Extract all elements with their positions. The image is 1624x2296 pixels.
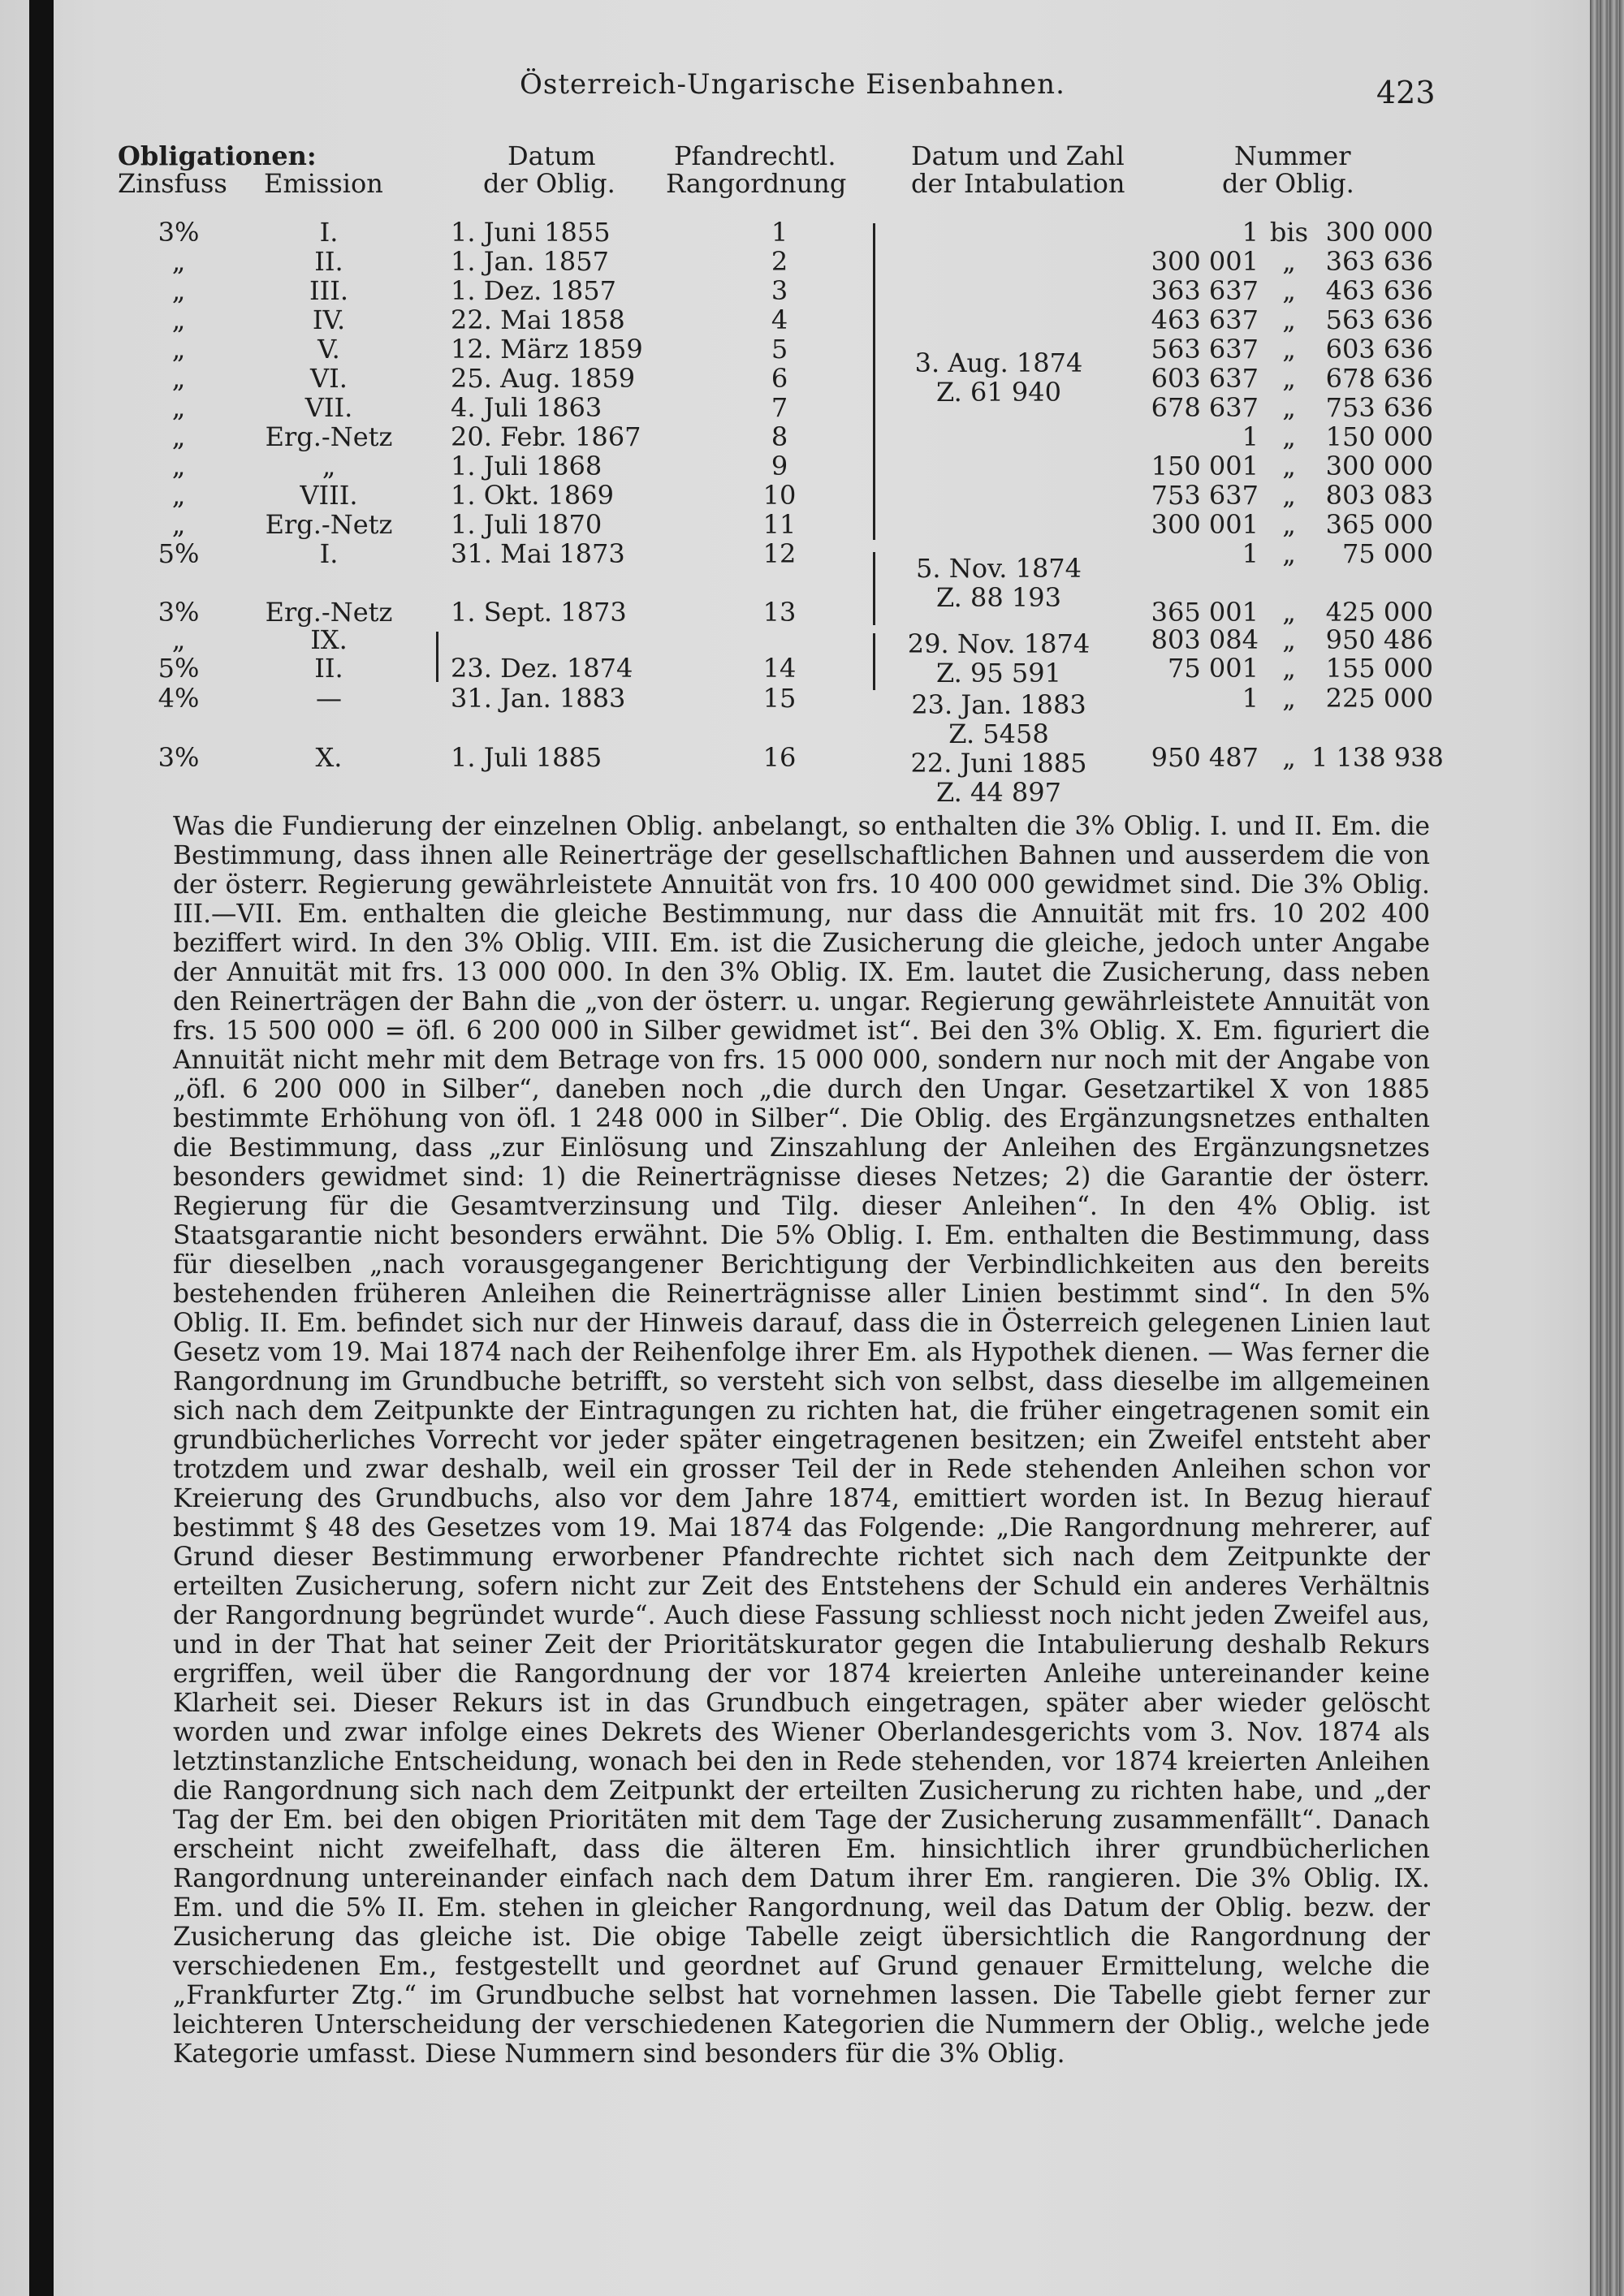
nummer-from-cell: 1 bbox=[1242, 421, 1259, 452]
nummer-from-cell: 365 001 bbox=[1151, 597, 1259, 628]
zinsfuss-cell: „ bbox=[171, 363, 186, 394]
nummer-from-cell: 1 bbox=[1242, 217, 1259, 248]
zinsfuss-cell: „ bbox=[171, 246, 186, 277]
emission-cell: V. bbox=[317, 334, 340, 365]
emission-cell: IV. bbox=[312, 304, 346, 335]
datum-cell: 31. Jan. 1883 bbox=[451, 683, 626, 714]
rangordnung-cell: 2 bbox=[771, 246, 788, 277]
rangordnung-cell: 15 bbox=[762, 683, 797, 714]
rangordnung-cell: 16 bbox=[762, 742, 797, 773]
nummer-to-cell: 603 636 bbox=[1325, 334, 1433, 365]
nummer-from-cell: 603 637 bbox=[1151, 363, 1259, 394]
nummer-to-cell: 753 636 bbox=[1325, 392, 1433, 423]
nummer-bis-cell: „ bbox=[1282, 392, 1296, 423]
datum-cell: 1. Sept. 1873 bbox=[451, 597, 627, 628]
datum-cell: 4. Juli 1863 bbox=[451, 392, 603, 423]
nummer-to-cell: 155 000 bbox=[1325, 653, 1433, 684]
nummer-bis-cell: „ bbox=[1282, 653, 1296, 684]
nummer-from-cell: 753 637 bbox=[1151, 480, 1259, 511]
emission-cell: II. bbox=[314, 246, 343, 277]
nummer-to-cell: 363 636 bbox=[1325, 246, 1433, 277]
nummer-from-cell: 563 637 bbox=[1151, 334, 1259, 365]
emission-cell: IX. bbox=[310, 624, 348, 655]
rangordnung-cell: 1 bbox=[771, 217, 788, 248]
datum-cell: 1. Juli 1870 bbox=[451, 509, 603, 540]
zinsfuss-cell: 5% bbox=[158, 538, 200, 569]
rangordnung-cell: 10 bbox=[762, 480, 797, 511]
brace-emission bbox=[436, 632, 438, 682]
intabulation-date: 29. Nov. 1874 bbox=[907, 628, 1091, 659]
nummer-bis-cell: „ bbox=[1282, 538, 1296, 569]
brace-group-2 bbox=[873, 552, 875, 625]
header-intabulation: Datum und Zahl bbox=[911, 140, 1125, 171]
emission-cell: I. bbox=[319, 217, 339, 248]
intabulation-number: Z. 95 591 bbox=[936, 658, 1061, 688]
zinsfuss-cell: 3% bbox=[158, 742, 200, 773]
datum-cell: 1. Juli 1885 bbox=[451, 742, 603, 773]
rangordnung-cell: 6 bbox=[771, 363, 788, 394]
rangordnung-cell: 7 bbox=[771, 392, 788, 423]
intabulation-entry bbox=[893, 690, 1104, 749]
emission-cell: Erg.-Netz bbox=[265, 597, 393, 628]
rangordnung-cell: 13 bbox=[762, 597, 797, 628]
nummer-to-cell: 425 000 bbox=[1325, 597, 1433, 628]
header-datum: Datum bbox=[508, 140, 596, 171]
nummer-bis-cell: „ bbox=[1282, 304, 1296, 335]
header-datum-sub: der Oblig. bbox=[483, 168, 615, 199]
header-obligationen: Obligationen: bbox=[118, 140, 317, 171]
rangordnung-cell: 8 bbox=[771, 421, 788, 452]
zinsfuss-cell: „ bbox=[171, 334, 186, 365]
intabulation-entry bbox=[893, 348, 1104, 407]
nummer-from-cell: 75 001 bbox=[1168, 653, 1259, 684]
nummer-bis-cell: „ bbox=[1282, 275, 1296, 306]
intabulation-number: Z. 61 940 bbox=[936, 377, 1061, 408]
nummer-to-cell: 678 636 bbox=[1325, 363, 1433, 394]
datum-cell: 1. Okt. 1869 bbox=[451, 480, 614, 511]
nummer-from-cell: 678 637 bbox=[1151, 392, 1259, 423]
rangordnung-cell: 9 bbox=[771, 451, 788, 481]
nummer-from-cell: 463 637 bbox=[1151, 304, 1259, 335]
emission-cell: VI. bbox=[310, 363, 348, 394]
emission-cell: — bbox=[316, 683, 342, 714]
nummer-to-cell: 225 000 bbox=[1325, 683, 1433, 714]
nummer-to-cell: 300 000 bbox=[1325, 217, 1433, 248]
nummer-bis-cell: „ bbox=[1282, 597, 1296, 628]
nummer-from-cell: 150 001 bbox=[1151, 451, 1259, 481]
nummer-bis-cell: „ bbox=[1282, 334, 1296, 365]
nummer-to-cell: 365 000 bbox=[1325, 509, 1433, 540]
nummer-to-cell: 300 000 bbox=[1325, 451, 1433, 481]
nummer-from-cell: 1 bbox=[1242, 538, 1259, 569]
nummer-bis-cell: „ bbox=[1282, 421, 1296, 452]
emission-cell: III. bbox=[309, 275, 349, 306]
nummer-from-cell: 1 bbox=[1242, 683, 1259, 714]
brace-group-3 bbox=[873, 633, 875, 690]
nummer-bis-cell: „ bbox=[1282, 246, 1296, 277]
intabulation-date: 22. Juni 1885 bbox=[910, 748, 1087, 779]
zinsfuss-cell: „ bbox=[171, 509, 186, 540]
page-number: 423 bbox=[1376, 75, 1436, 110]
datum-cell: 25. Aug. 1859 bbox=[451, 363, 636, 394]
header-intabulation-sub: der Intabulation bbox=[911, 168, 1125, 199]
nummer-to-cell: 950 486 bbox=[1325, 624, 1433, 655]
rangordnung-cell: 12 bbox=[762, 538, 797, 569]
emission-cell: II. bbox=[314, 653, 343, 684]
emission-cell: Erg.-Netz bbox=[265, 421, 393, 452]
header-zinsfuss: Zinsfuss bbox=[118, 168, 227, 199]
datum-cell: 22. Mai 1858 bbox=[451, 304, 625, 335]
intabulation-date: 23. Jan. 1883 bbox=[911, 689, 1086, 720]
nummer-bis-cell: „ bbox=[1282, 480, 1296, 511]
datum-cell: 1. Juli 1868 bbox=[451, 451, 603, 481]
intabulation-date: 3. Aug. 1874 bbox=[914, 347, 1083, 378]
datum-cell: 12. März 1859 bbox=[451, 334, 643, 365]
nummer-to-cell: 803 083 bbox=[1325, 480, 1433, 511]
nummer-bis-cell: „ bbox=[1282, 624, 1296, 655]
emission-cell: Erg.-Netz bbox=[265, 509, 393, 540]
rangordnung-cell: 4 bbox=[771, 304, 788, 335]
body-paragraph: Was die Fundierung der einzelnen Oblig. anbelangt, so enthalten die 3% Oblig. I. und II. Em. die Bestimmung, dass ihnen alle Reinerträge der gesellschaftlichen Bahnen und ausserdem die von der österr. Regierung gewährleistete Annuität von frs. 10 400 000 gewidmet sind. Die 3% Oblig. III.—VII. Em. enthalten die gleiche Bestimmung, nur dass die Annuität mit frs. 10 202 400 beziffert wird. In den 3% Oblig. VIII. Em. ist die Zusicherung die gleiche, jedoch unter Angabe der Annuität mit frs. 13 000 000. In den 3% Oblig. IX. Em. lautet die Zusicherung, dass neben den Reinerträgen der Bahn die „von der österr. u. ungar. Regierung gewährleistete Annuität von frs. 15 500 000 = öfl. 6 200 000 in Silber gewidmet ist“. Bei den 3% Oblig. X. Em. figuriert die Annuität nicht mehr mit dem Betrage von frs. 15 000 000, sondern nur noch mit der Angabe von „öfl. 6 200 000 in Silber“, daneben noch „die durch den Ungar. Gesetzartikel X von 1885 bestimmte Erhöhung von öfl. 1 248 000 in Silber“. Die Oblig. des Ergänzungsnetzes enthalten die Bestimmung, dass „zur Einlösung und Zinszahlung der Anleihen des Ergänzungsnetzes besonders gewidmet sind: 1) die Reinerträgnisse dieses Netzes; 2) die Garantie der österr. Regierung für die Gesamtverzinsung und Tilg. dieser Anleihen“. In den 4% Oblig. ist Staatsgarantie nicht besonders erwähnt. Die 5% Oblig. I. Em. enthalten die Bestimmung, dass für dieselben „nach vorausgegangener Berichtigung der Verbindlichkeiten aus den bereits bestehenden früheren Anleihen die Reinerträgnisse aller Linien bestimmt sind“. In den 5% Oblig. II. Em. befindet sich nur der Hinweis darauf, dass die in Österreich gelegenen Linien laut Gesetz vom 19. Mai 1874 nach der Reihenfolge ihrer Em. als Hypothek dienen. — Was ferner die Rangordnung im Grundbuche betrifft, so versteht sich von selbst, dass dieselbe im allgemeinen sich nach dem Zeitpunkte der Eintragungen zu richten hat, die früher eingetragenen somit ein grundbücherliches Vorrecht vor jeder später eingetragenen besitzen; ein Zweifel entsteht aber trotzdem und zwar deshalb, weil ein grosser Teil der in Rede stehenden Anleihen schon vor Kreierung des Grundbuchs, also vor dem Jahre 1874, emittiert worden ist. In Bezug hierauf bestimmt § 48 des Gesetzes vom 19. Mai 1874 das Folgende: „Die Rangordnung mehrerer, auf Grund dieser Bestimmung erworbener Pfandrechte richtet sich nach dem Zeitpunkte der erteilten Zusicherung, sofern nicht zur Zeit des Entstehens der Schuld ein anderes Verhältnis der Rangordnung begründet wurde“. Auch diese Fassung schliesst noch nicht jeden Zweifel aus, und in der That hat seiner Zeit der Prioritätskurator gegen die Intabulierung deshalb Rekurs ergriffen, weil über die Rangordnung der vor 1874 kreierten Anleihe untereinander keine Klarheit sei. Dieser Rekurs ist in das Grundbuch eingetragen, später aber wieder gelöscht worden und zwar infolge eines Dekrets des Wiener Oberlandesgerichts vom 3. Nov. 1874 als letztinstanzliche Entscheidung, wonach bei den in Rede stehenden, vor 1874 kreierten Anleihen die Rangordnung sich nach dem Zeitpunkt der erteilten Zusicherung zu richten habe, und „der Tag der Em. bei den obigen Prioritäten mit dem Tage der Zusicherung zusammenfällt“. Danach erscheint nicht zweifelhaft, dass die älteren Em. hinsichtlich ihrer grundbücherlichen Rangordnung untereinander einfach nach dem Datum ihrer Em. rangieren. Die 3% Oblig. IX. Em. und die 5% II. Em. stehen in gleicher Rangordnung, weil das Datum der Oblig. bezw. der Zusicherung das gleiche ist. Die obige Tabelle zeigt übersichtlich die Rangordnung der verschiedenen Em., festgestellt und geordnet auf Grund genauer Ermittelung, welche die „Frankfurter Ztg.“ im Grundbuche selbst hat vornehmen lassen. Die Tabelle giebt ferner zur leichteren Unterscheidung der verschiedenen Kategorien die Nummern der Oblig., welche jede Kategorie umfasst. Diese Nummern sind besonders für die 3% Oblig. bbox=[173, 812, 1430, 2069]
datum-cell: 1. Jan. 1857 bbox=[451, 246, 609, 277]
header-pfandrecht: Pfandrechtl. bbox=[674, 140, 836, 171]
emission-cell: VIII. bbox=[300, 480, 358, 511]
nummer-to-cell: 1 138 938 bbox=[1311, 742, 1444, 773]
zinsfuss-cell: 5% bbox=[158, 653, 200, 684]
header-rangordnung: Rangordnung bbox=[666, 168, 847, 199]
emission-cell: I. bbox=[319, 538, 339, 569]
datum-cell: 20. Febr. 1867 bbox=[451, 421, 641, 452]
nummer-to-cell: 75 000 bbox=[1342, 538, 1433, 569]
header-nummer-sub: der Oblig. bbox=[1222, 168, 1354, 199]
brace-group-1 bbox=[873, 223, 875, 540]
nummer-from-cell: 363 637 bbox=[1151, 275, 1259, 306]
nummer-to-cell: 563 636 bbox=[1325, 304, 1433, 335]
rangordnung-cell: 14 bbox=[762, 653, 797, 684]
datum-cell: 31. Mai 1873 bbox=[451, 538, 625, 569]
zinsfuss-cell: „ bbox=[171, 451, 186, 481]
zinsfuss-cell: „ bbox=[171, 304, 186, 335]
nummer-to-cell: 463 636 bbox=[1325, 275, 1433, 306]
nummer-from-cell: 950 487 bbox=[1151, 742, 1259, 773]
nummer-bis-cell: „ bbox=[1282, 363, 1296, 394]
datum-cell: 1. Juni 1855 bbox=[451, 217, 611, 248]
zinsfuss-cell: 3% bbox=[158, 597, 200, 628]
nummer-to-cell: 150 000 bbox=[1325, 421, 1433, 452]
intabulation-number: Z. 5458 bbox=[948, 719, 1049, 749]
binding-edge bbox=[29, 0, 54, 2296]
intabulation-entry bbox=[893, 554, 1104, 612]
zinsfuss-cell: 4% bbox=[158, 683, 200, 714]
nummer-bis-cell: „ bbox=[1282, 451, 1296, 481]
nummer-from-cell: 300 001 bbox=[1151, 246, 1259, 277]
zinsfuss-cell: „ bbox=[171, 392, 186, 423]
emission-cell: VII. bbox=[304, 392, 353, 423]
intabulation-entry bbox=[893, 749, 1104, 807]
nummer-from-cell: 803 084 bbox=[1151, 624, 1259, 655]
emission-cell: „ bbox=[322, 451, 336, 481]
rangordnung-cell: 11 bbox=[762, 509, 797, 540]
header-nummer: Nummer bbox=[1234, 140, 1351, 171]
zinsfuss-cell: 3% bbox=[158, 217, 200, 248]
running-header: Österreich-Ungarische Eisenbahnen. bbox=[520, 68, 1065, 101]
rangordnung-cell: 3 bbox=[771, 275, 788, 306]
intabulation-number: Z. 44 897 bbox=[936, 777, 1061, 808]
page-edge bbox=[1590, 0, 1624, 2296]
datum-cell: 1. Dez. 1857 bbox=[451, 275, 616, 306]
zinsfuss-cell: „ bbox=[171, 421, 186, 452]
emission-cell: X. bbox=[315, 742, 343, 773]
zinsfuss-cell: „ bbox=[171, 480, 186, 511]
nummer-bis-cell: bis bbox=[1269, 217, 1309, 248]
zinsfuss-cell: „ bbox=[171, 624, 186, 655]
intabulation-date: 5. Nov. 1874 bbox=[915, 553, 1082, 584]
zinsfuss-cell: „ bbox=[171, 275, 186, 306]
nummer-from-cell: 300 001 bbox=[1151, 509, 1259, 540]
header-emission: Emission bbox=[264, 168, 383, 199]
nummer-bis-cell: „ bbox=[1282, 683, 1296, 714]
intabulation-number: Z. 88 193 bbox=[936, 582, 1061, 613]
intabulation-entry bbox=[893, 629, 1104, 688]
nummer-bis-cell: „ bbox=[1282, 742, 1296, 773]
rangordnung-cell: 5 bbox=[771, 334, 788, 365]
datum-cell: 23. Dez. 1874 bbox=[451, 653, 633, 684]
nummer-bis-cell: „ bbox=[1282, 509, 1296, 540]
